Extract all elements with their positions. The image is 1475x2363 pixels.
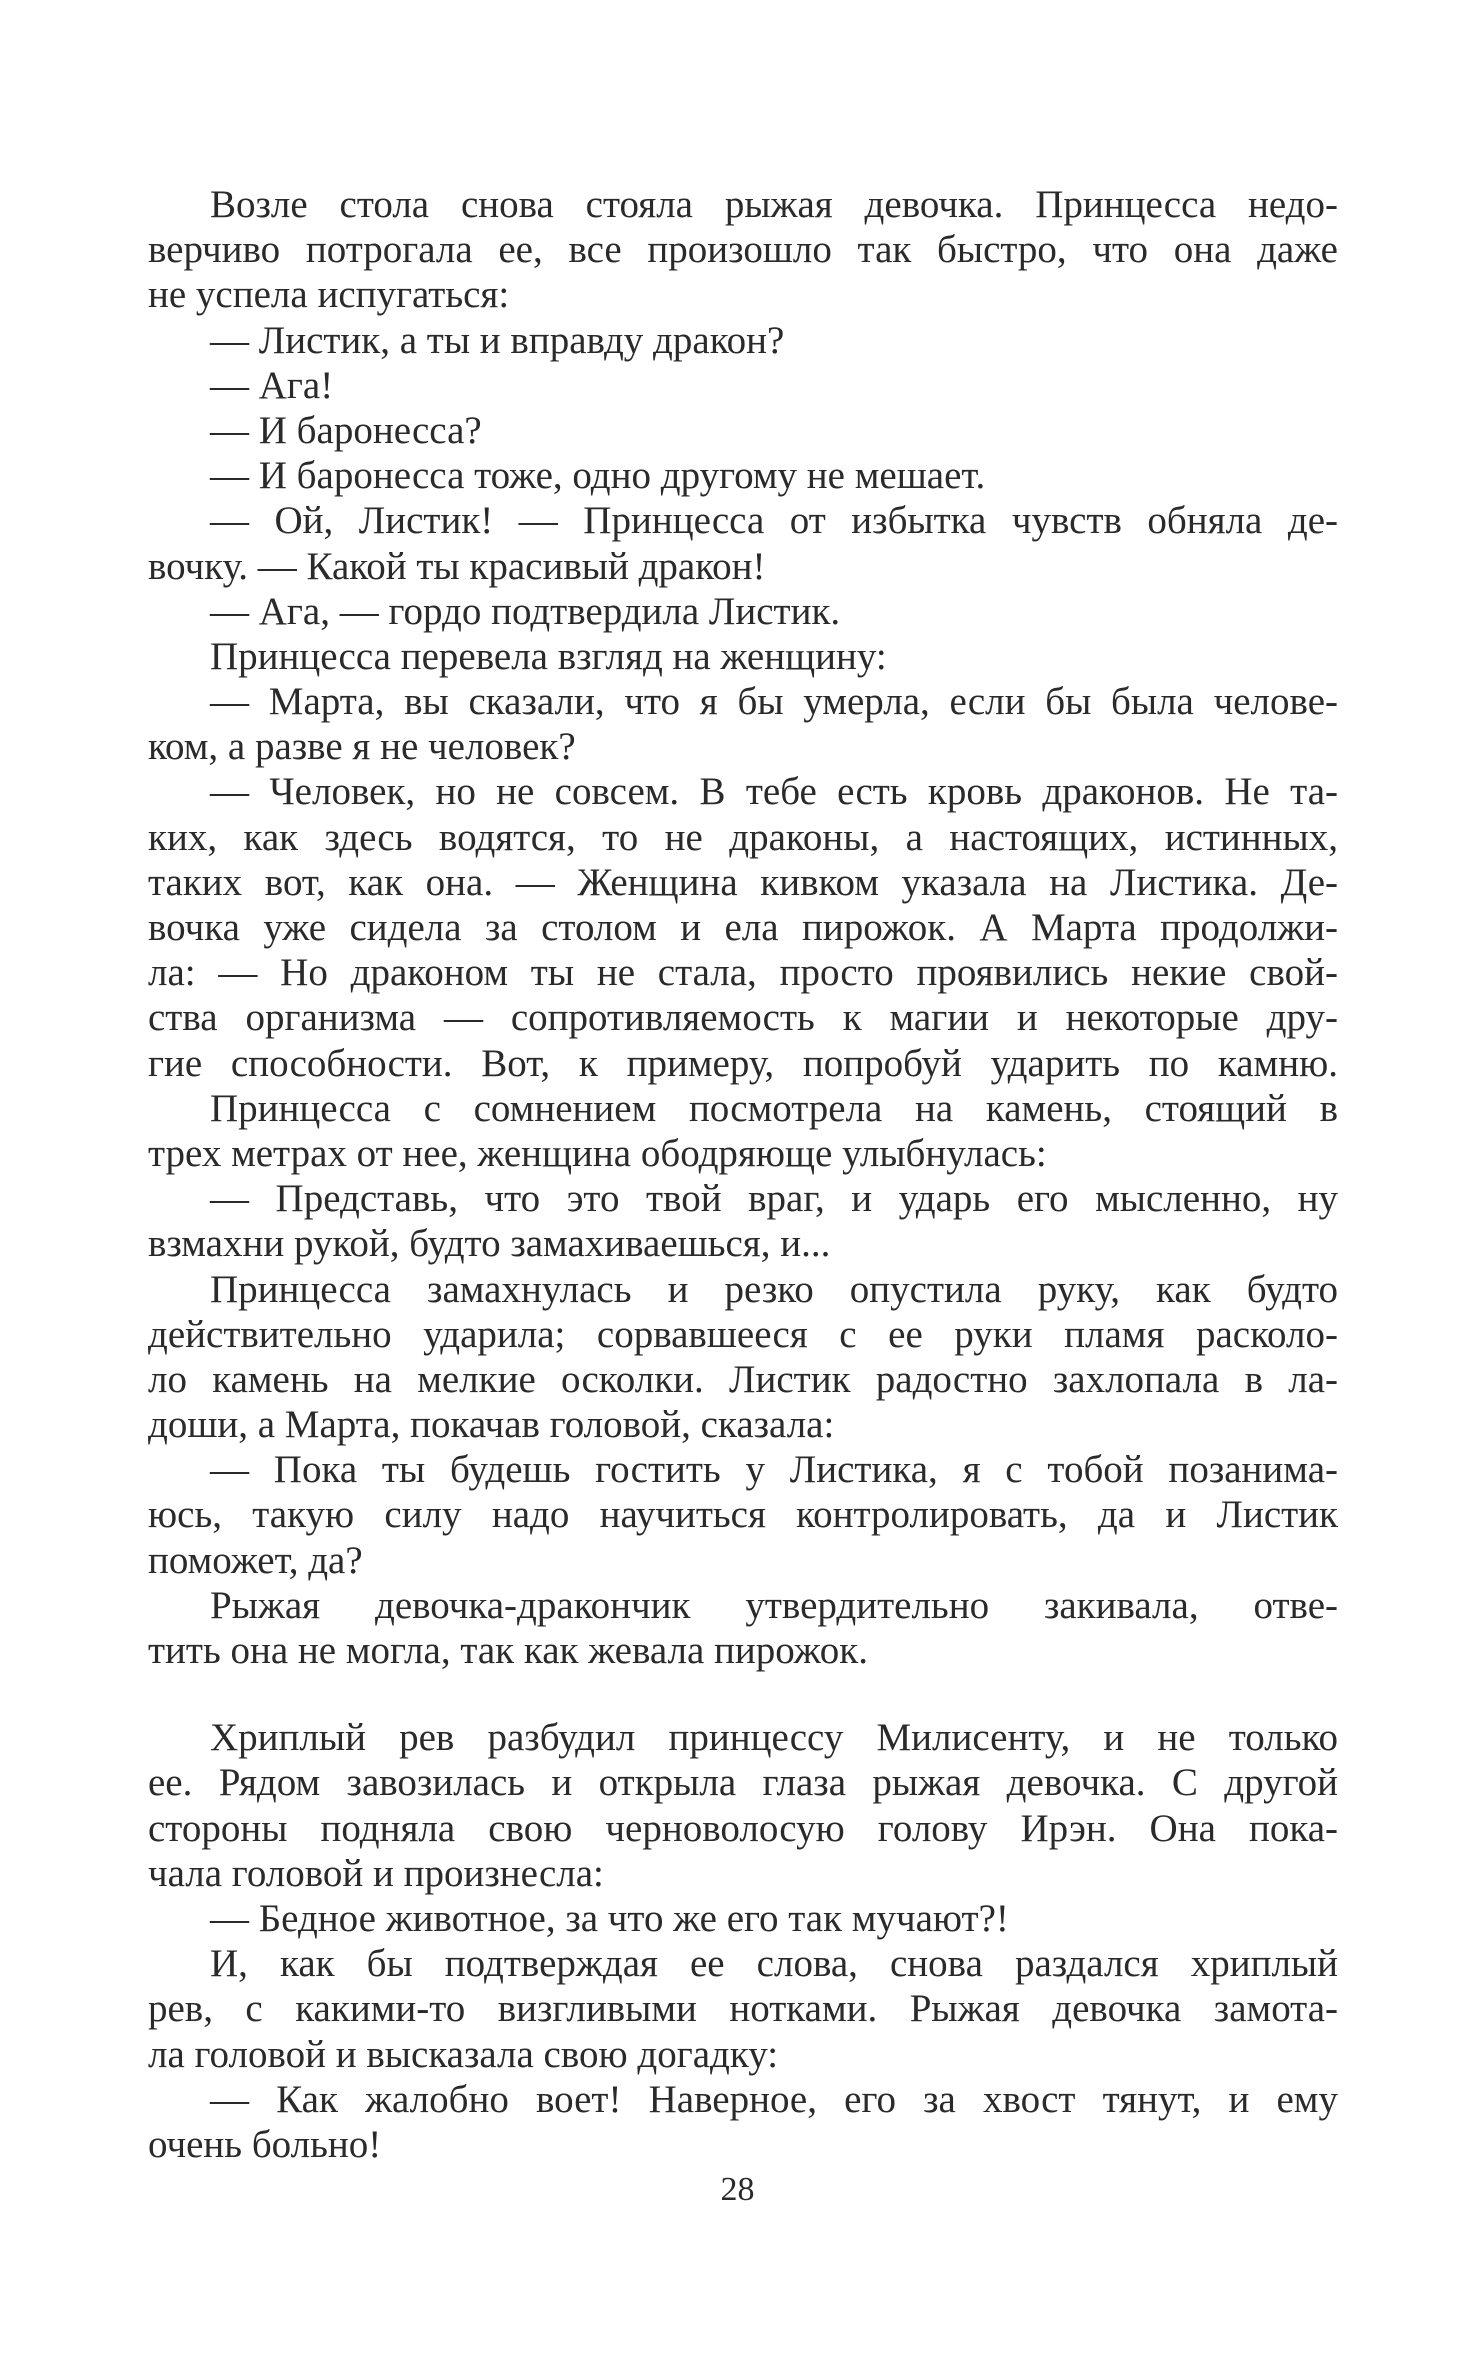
text-line: — И баронесса? [210,408,482,452]
text-line: тить она не могла, так как жевала пирожок. [148,1629,868,1672]
text-line: ства организма — сопротивляемость к магии и некоторые дру- [148,996,1338,1040]
text-line: стороны подняла свою черноволосую голову Ирэн. Она пока- [148,1806,1338,1850]
text-line: — Пока ты будешь гостить у Листика, я с тобой позанима- [210,1448,1338,1492]
text-line: — Как жалобно воет! Наверное, его за хвост тянут, и ему [210,2077,1338,2121]
text-line: Рыжая девочка-дракончик утвердительно закивала, отве- [210,1583,1338,1627]
text-line: ло камень на мелкие осколки. Листик радостно захлопала в ла- [148,1357,1338,1401]
section-break [148,1673,1338,1715]
text-line: юсь, такую силу надо научиться контролировать, да и Листик [148,1493,1338,1537]
text-line: ла: — Но драконом ты не стала, просто проявились некие свой- [148,951,1338,995]
text-line: действительно ударила; сорвавшееся с ее руки пламя расколо- [148,1312,1338,1356]
text-line: ком, а разве я не человек? [148,725,576,769]
text-line: доши, а Марта, покачав головой, сказала: [148,1403,835,1447]
text-line: Принцесса с сомнением посмотрела на камень, стоящий в [210,1086,1338,1130]
text-line: не успела испугаться: [148,273,510,317]
text-line: — Ага, — гордо подтвердила Листик. [210,589,841,633]
page-number: 28 [720,2171,755,2208]
text-line: чала головой и произнесла: [148,1851,604,1895]
text-line: Хриплый рев разбудил принцессу Милисенту, и не только [210,1716,1338,1760]
text-line: вочка уже сидела за столом и ела пирожок. А Марта продолжи- [148,906,1338,949]
text-line: — Представь, что это твой враг, и ударь его мысленно, ну [210,1177,1338,1221]
text-line: поможет, да? [148,1538,363,1582]
text-line: Принцесса замахнулась и резко опустила руку, как будто [210,1267,1338,1311]
text-line: — Ага! [210,363,334,407]
text-line: ла головой и высказала свою догадку: [148,2032,779,2076]
text-line: — Листик, а ты и вправду дракон? [210,318,785,362]
text-line: Принцесса перевела взгляд на женщину: [210,634,887,678]
text-line: ее. Рядом завозилась и открыла глаза рыжая девочка. С другой [148,1761,1338,1805]
text-line: таких вот, как она. — Женщина кивком указала на Листика. Де- [148,860,1338,904]
text-line: трех метрах от нее, женщина ободряюще улыбнулась: [148,1131,1047,1175]
text-line: рев, с какими-то визгливыми нотками. Рыжая девочка замота- [148,1987,1338,2031]
text-line: — Ой, Листик! — Принцесса от избытка чувств обняла де- [210,499,1338,543]
text-body [148,182,1338,2167]
text-line: взмахни рукой, будто замахиваешься, и... [148,1222,831,1266]
text-line: гие способности. Вот, к примеру, попробуй ударить по камню. [148,1041,1338,1085]
text-line: И, как бы подтверждая ее слова, снова раздался хриплый [210,1942,1338,1986]
text-line: вочку. — Какой ты красивый дракон! [148,544,766,588]
text-line: очень больно! [148,2122,382,2166]
text-line: ких, как здесь водятся, то не драконы, а настоящих, истинных, [148,815,1338,859]
text-line: — Человек, но не совсем. В тебе есть кровь драконов. Не та- [210,770,1338,814]
text-line: — Бедное животное, за что же его так мучают?! [210,1896,1009,1940]
text-line: — Марта, вы сказали, что я бы умерла, если бы была челове- [210,680,1338,724]
text-line: Возле стола снова стояла рыжая девочка. Принцесса недо- [210,183,1338,226]
text-line: — И баронесса тоже, одно другому не мешает. [210,454,986,498]
text-line: верчиво потрогала ее, все произошло так быстро, что она даже [148,228,1338,272]
